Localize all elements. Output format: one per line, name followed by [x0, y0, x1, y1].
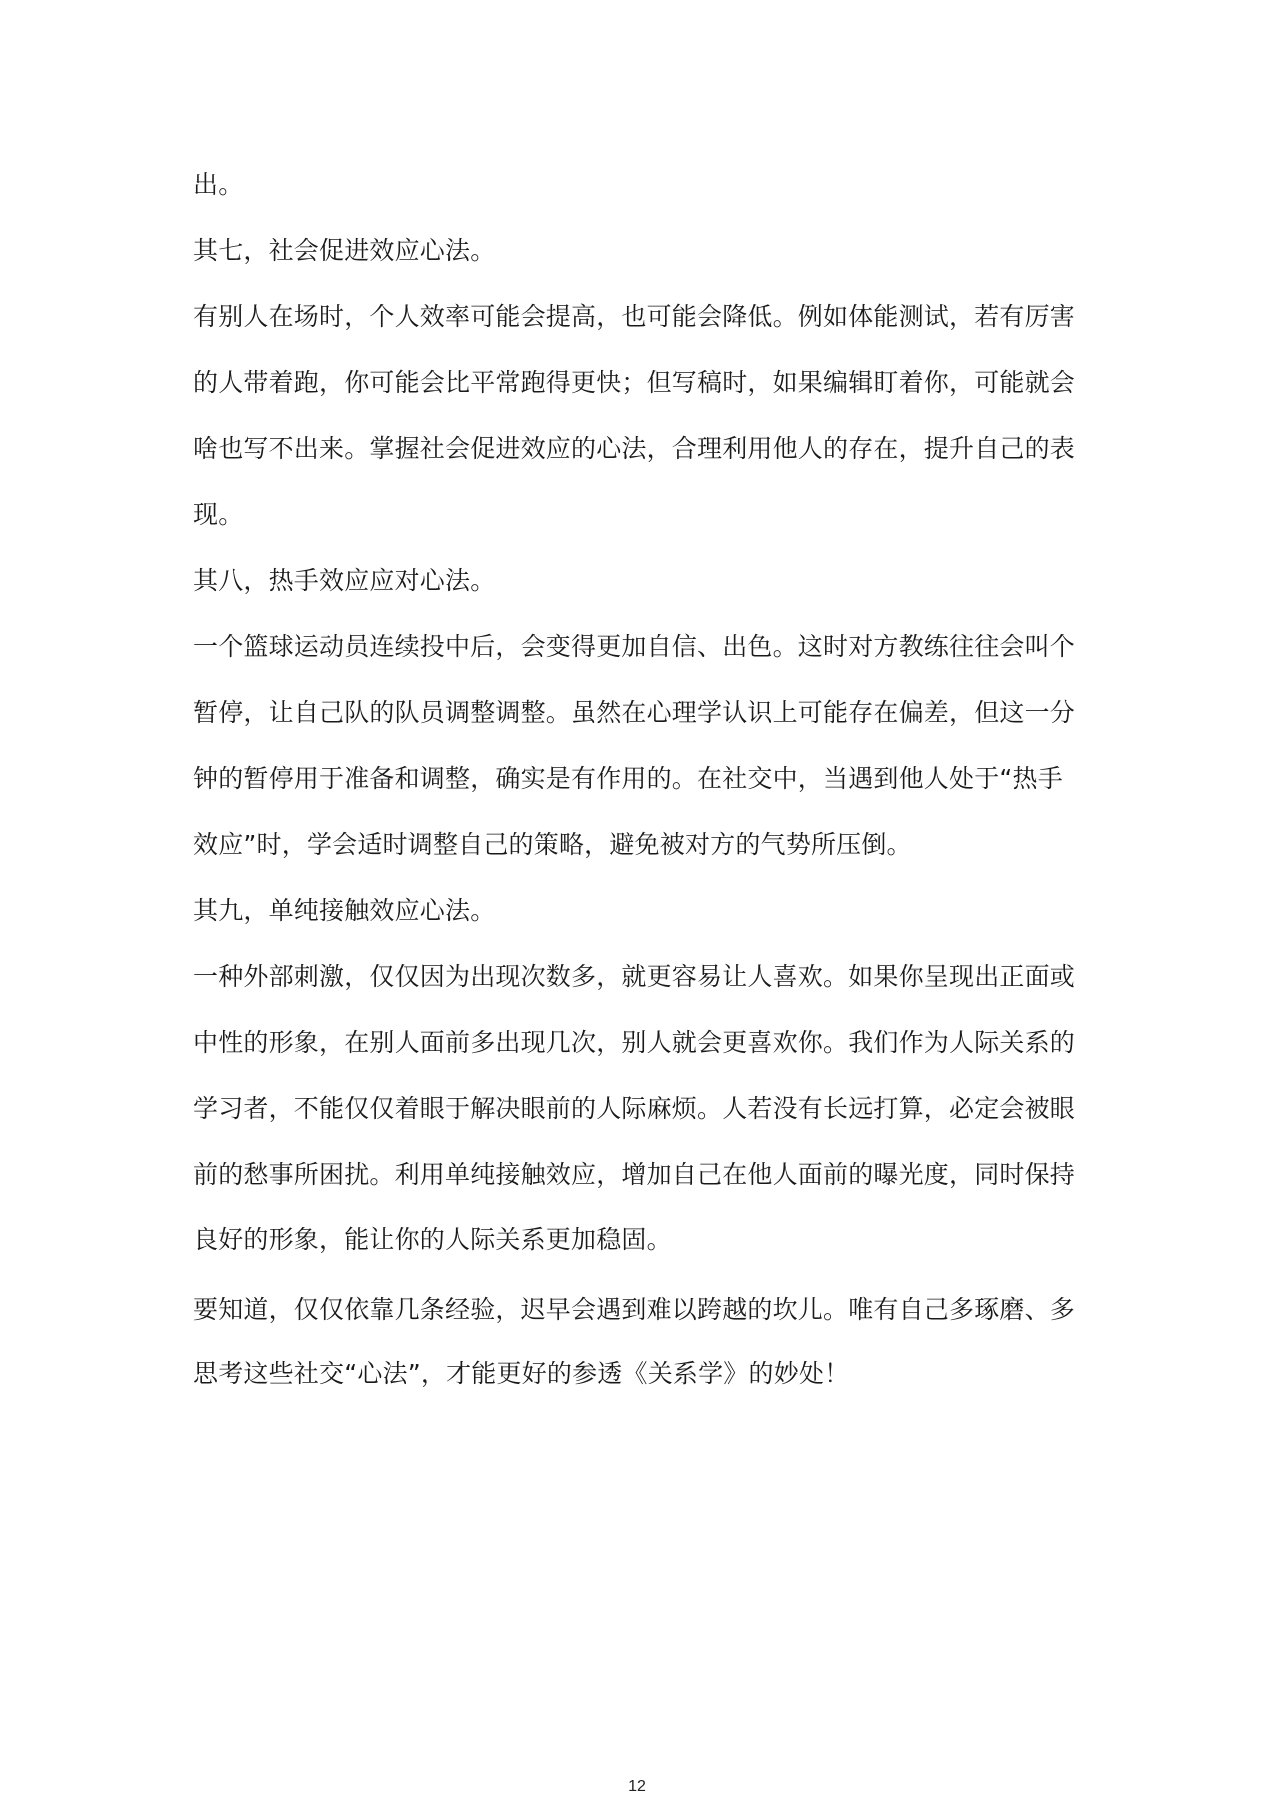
text-line: 良好的形象，能让你的人际关系更加稳固。: [193, 1225, 672, 1254]
text-line: 现。: [193, 500, 244, 529]
text-line: 中性的形象，在别人面前多出现几次，别人就会更喜欢你。我们作为人际关系的: [193, 1028, 1076, 1057]
section-heading: 其九，单纯接触效应心法。: [193, 896, 496, 925]
text-line: 学习者，不能仅仅着眼于解决眼前的人际麻烦。人若没有长远打算，必定会被眼: [193, 1094, 1076, 1123]
text-line: 的人带着跑，你可能会比平常跑得更快；但写稿时，如果编辑盯着你，可能就会: [193, 368, 1076, 397]
text-line: 啥也写不出来。掌握社会促进效应的心法，合理利用他人的存在，提升自己的表: [193, 434, 1076, 463]
text-line: 效应”时，学会适时调整自己的策略，避免被对方的气势所压倒。: [193, 830, 912, 859]
text-line: 要知道，仅仅依靠几条经验，迟早会遇到难以跨越的坎儿。唯有自己多琢磨、多: [193, 1295, 1076, 1324]
text-line: 前的愁事所困扰。利用单纯接触效应，增加自己在他人面前的曝光度，同时保持: [193, 1160, 1076, 1189]
page-number: 12: [628, 1778, 646, 1795]
text-line: 暂停，让自己队的队员调整调整。虽然在心理学认识上可能存在偏差，但这一分: [193, 698, 1076, 727]
text-line: 钟的暂停用于准备和调整，确实是有作用的。在社交中，当遇到他人处于“热手: [193, 764, 1063, 793]
text-line: 思考这些社交“心法”，才能更好的参透《关系学》的妙处！: [193, 1359, 850, 1388]
text-line: 一个篮球运动员连续投中后，会变得更加自信、出色。这时对方教练往往会叫个: [193, 632, 1076, 661]
section-heading: 其八，热手效应应对心法。: [193, 566, 496, 595]
text-line: 出。: [193, 170, 244, 199]
text-line: 有别人在场时，个人效率可能会提高，也可能会降低。例如体能测试，若有厉害: [193, 302, 1076, 331]
section-heading: 其七，社会促进效应心法。: [193, 236, 496, 265]
text-line: 一种外部刺激，仅仅因为出现次数多，就更容易让人喜欢。如果你呈现出正面或: [193, 962, 1076, 991]
